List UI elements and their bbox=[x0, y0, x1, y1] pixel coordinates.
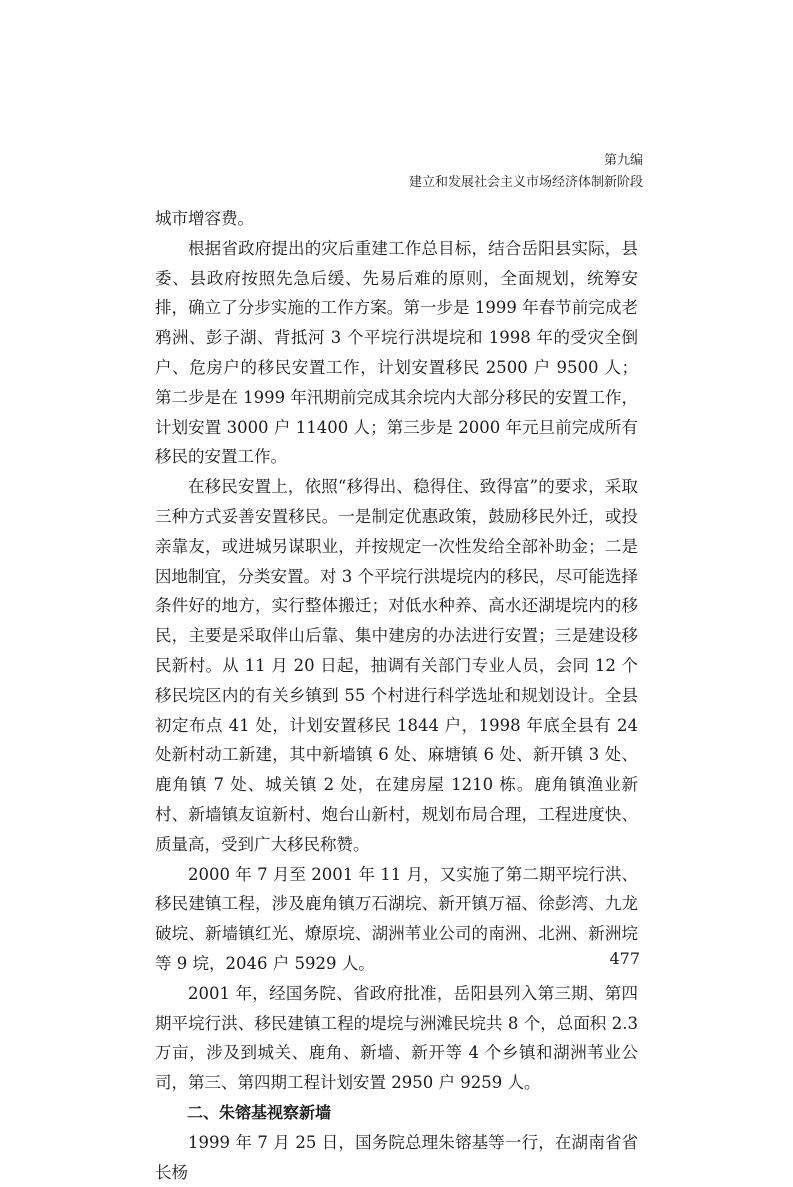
running-header bbox=[409, 150, 643, 194]
paragraph: 根据省政府提出的灾后重建工作总目标，结合岳阳县实际，县委、县政府按照先急后缓、先易后难的原则，全面规划，统筹安排，确立了分步实施的工作方案。第一步是 1999 年春节前完成老鸦洲、彭子湖、背抵河 3 个平垸行洪堤垸和 1998 年的受灾全倒户、危房户的移民安置工作，计划安置移民 2500 户 9500 人；第二步是在 1999 年汛期前完成其余垸内大部分移民的安置工作，计划安置 3000 户 11400 人；第三步是 2000 年元旦前完成所有移民的安置工作。 bbox=[155, 238, 638, 467]
paragraph: 2000 年 7 月至 2001 年 11 月，又实施了第二期平垸行洪、移民建镇工程，涉及鹿角镇万石湖垸、新开镇万福、徐彭湾、九龙破垸、新墙镇红光、燎原垸、湖洲苇业公司的南洲、北洲、新洲垸等 9 垸，2046 户 5929 人。 bbox=[155, 864, 638, 973]
header-title: 建立和发展社会主义市场经济体制新阶段 bbox=[408, 175, 643, 190]
paragraph: 2001 年，经国务院、省政府批准，岳阳县列入第三期、第四期平垸行洪、移民建镇工程的堤垸与洲滩民垸共 8 个，总面积 2.3 万亩，涉及到城关、鹿角、新墙、新开等 4 个乡镇和湖洲苇业公司，第三、第四期工程计划安置 2950 户 9259 人。 bbox=[155, 983, 638, 1093]
paragraph: 在移民安置上，依照“移得出、稳得住、致得富”的要求，采取三种方式妥善安置移民。一是制定优惠政策，鼓励移民外迁，或投亲靠友，或进城另谋职业，并按规定一次性发给全部补助金；二是因地制宜，分类安置。对 3 个平垸行洪堤垸内的移民，尽可能选择条件好的地方，实行整体搬迁；对低水种养、高水还湖堤垸内的移民，主要是采取伴山后靠、集中建房的办法进行安置；三是建设移民新村。从 11 月 20 日起，抽调有关部门专业人员，会同 12 个移民垸区内的有关乡镇到 55 个村进行科学选址和规划设计。全县初定布点 41 处，计划安置移民 1844 户，1998 年底全县有 24 处新村动工新建，其中新墙镇 6 处、麻塘镇 6 处、新开镇 3 处、鹿角镇 7 处、城关镇 2 处，在建房屋 1210 栋。鹿角镇渔业新村、新墙镇友谊新村、炮台山新村，规划布局合理，工程进度快、质量高，受到广大移民称赞。 bbox=[155, 477, 638, 854]
page-number: 477 bbox=[609, 949, 640, 968]
section-heading: 二、朱镕基视察新墙 bbox=[187, 1102, 332, 1122]
header-part: 第九编 bbox=[603, 153, 643, 168]
paragraph-continuation: 城市增容费。 bbox=[155, 209, 254, 228]
paragraph: 1999 年 7 月 25 日，国务院总理朱镕基等一行，在湖南省省长杨 bbox=[155, 1132, 638, 1182]
page-body bbox=[155, 204, 638, 1187]
